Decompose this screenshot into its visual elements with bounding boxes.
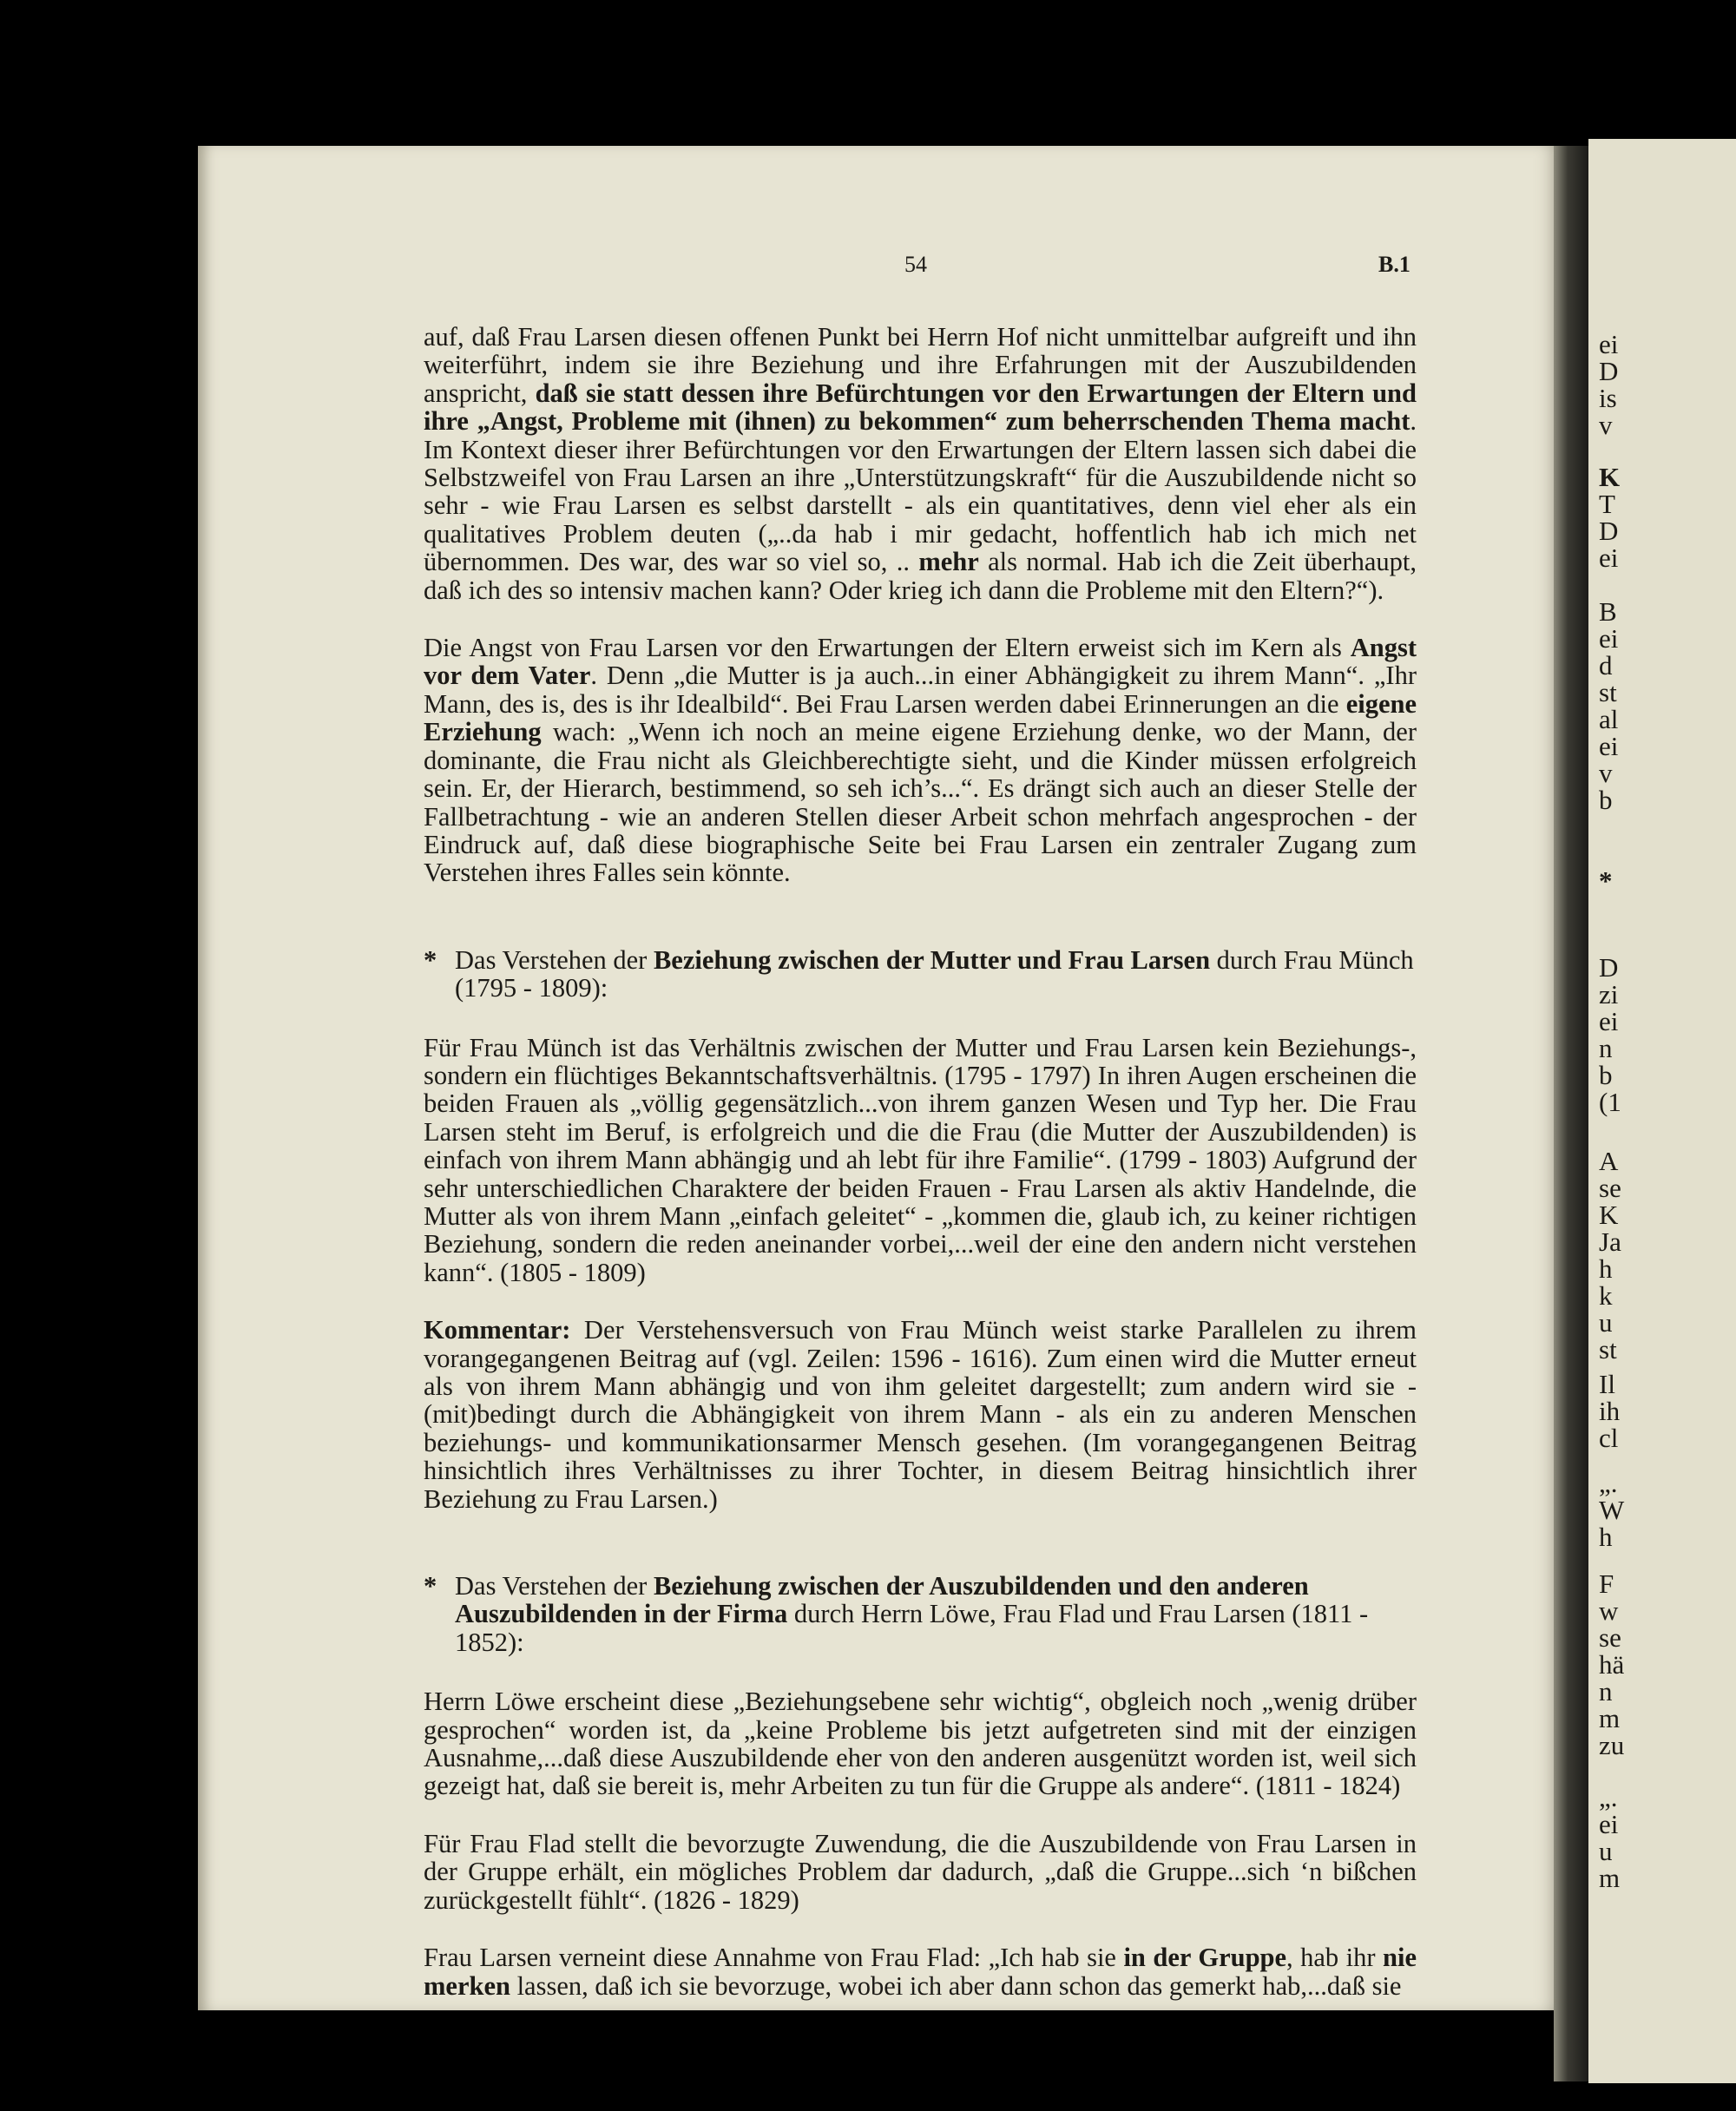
next-page-fragment: A (1599, 1146, 1619, 1176)
bold-run: eigene Erziehung (424, 688, 1417, 747)
next-page-fragment: B (1599, 596, 1617, 627)
next-page-fragment: u (1599, 1307, 1613, 1338)
next-page-fragment: D (1599, 516, 1619, 546)
next-page-fragment: se (1599, 1173, 1621, 1203)
next-page-edge (1588, 139, 1736, 2083)
text-run: , hab ihr (1286, 1943, 1384, 1973)
next-page-fragment: m (1599, 1703, 1621, 1733)
next-page-fragment: b (1599, 1060, 1613, 1090)
next-page-fragment: se (1599, 1622, 1621, 1653)
bullet-star: * (424, 1571, 437, 1601)
book-gutter (1554, 146, 1588, 2081)
bold-run: Angst vor dem Vater (424, 633, 1417, 691)
text-run: . Im Kontext dieser ihrer Befürchtungen vor den Erwartungen der Eltern lassen sich dabei die Selbstzweifel von Frau Larsen an ihre „Unterstützungskraft“ für die Auszubildende nicht so sehr - wie Frau Larsen es selbst darstellt - als ein quantitatives, denn viel eher als ein qualitatives Problem deuten („..da hab i mir gedacht, hoffentlich hab ich mich net übernommen. Des war, des war so viel so, .. (424, 406, 1417, 577)
bold-run: Kommentar: (424, 1315, 571, 1345)
bullet-heading-2 (424, 1572, 1417, 1656)
text-run: als normal. Hab ich die Zeit überhaupt, daß ich des so intensiv machen kann? Oder krieg ich dann die Probleme mit den Eltern?“). (424, 547, 1417, 605)
text-run: Der Verstehensversuch von Frau Münch weist starke Parallelen zu ihrem vorangegangenen Beitrag auf (vgl. Zeilen: 1596 - 1616). Zum einen wird die Mutter erneut als von ihrem Mann abhängig und von ihm geleitet dargestellt; zum andern wird sie - (mit)bedingt durch die Abhängigkeit von ihrem Mann - als ein zu anderen Menschen beziehungs- und kommunikationsarmer Mensch gesehen. (Im vorangegangenen Beitrag hinsichtlich ihres Verhältnisses zu ihrer Tochter, in diesem Beitrag hinsichtlich ihrer Beziehung zu Frau Larsen.) (424, 1315, 1417, 1514)
next-page-fragment: Il (1599, 1369, 1615, 1399)
next-page-fragment: ih (1599, 1396, 1621, 1426)
page-body (424, 323, 1417, 2000)
next-page-fragment: F (1599, 1568, 1614, 1599)
next-page-fragment: (1 (1599, 1087, 1621, 1117)
text-run: durch Frau Münch (1795 - 1809): (455, 944, 1414, 1003)
next-page-fragment: k (1599, 1280, 1613, 1311)
text-run: Das Verstehen der (455, 944, 654, 975)
next-page-fragment: u (1599, 1836, 1613, 1866)
next-page-fragment: ei (1599, 1809, 1619, 1839)
next-page-fragment: ei (1599, 329, 1619, 359)
bold-run: Beziehung zwischen der Auszubildenden und den anderen Auszubildenden in der Firma (455, 1571, 1309, 1629)
next-page-fragment: al (1599, 704, 1619, 734)
text-run: durch Herrn Löwe, Frau Flad und Frau Larsen (1811 - 1852): (455, 1599, 1369, 1657)
next-page-fragment: „. (1599, 1782, 1618, 1812)
bullet-heading-1 (424, 946, 1417, 1003)
next-page-fragment: st (1599, 1334, 1617, 1365)
next-page-fragment: D (1599, 356, 1619, 386)
next-page-fragment: n (1599, 1033, 1613, 1063)
paragraph-kommentar (424, 1316, 1417, 1513)
next-page-fragment: T (1599, 489, 1615, 519)
next-page-fragment: * (1599, 865, 1613, 896)
next-page-fragment: zu (1599, 1730, 1625, 1760)
paragraph-5: Herrn Löwe erscheint diese „Beziehungsebene sehr wichtig“, obgleich noch „wenig drüber gesprochen“ worden ist, da „keine Probleme bis jetzt aufgetreten sind mit der einzigen Ausnahme,...daß diese Auszubildende eher von den anderen ausgenützt worden ist, weil sich gezeigt hat, daß sie bereit is, mehr Arbeiten zu tun für die Gruppe als andere“. (1811 - 1824) (424, 1687, 1417, 1801)
next-page-fragment: cl (1599, 1423, 1619, 1453)
text-run: lassen, daß ich sie bevorzuge, wobei ich aber dann schon das gemerkt hab,...daß sie (510, 1970, 1402, 2001)
next-page-fragment: D (1599, 952, 1619, 983)
bold-run: mehr (918, 547, 979, 577)
next-page-fragment: Ja (1599, 1226, 1621, 1257)
bold-run: nie merken (424, 1943, 1417, 2001)
next-page-fragment: ei (1599, 623, 1619, 654)
next-page-fragment: b (1599, 785, 1613, 815)
next-page-fragment: W (1599, 1495, 1625, 1525)
paragraph-3: Für Frau Münch ist das Verhältnis zwischen der Mutter und Frau Larsen kein Beziehungs-, sondern ein flüchtiges Bekanntschaftsverhältnis. (1795 - 1797) In ihren Augen erscheinen die beiden Frauen als „völlig gegensätzlich...von ihrem ganzen Wesen und Typ her. Die Frau Larsen steht im Beruf, is erfolgreich und die die Frau (die Mutter der Auszubildenden) is einfach von ihrem Mann abhängig und ah lebt für ihre Familie“. (1799 - 1803) Aufgrund der sehr unterschiedlichen Charaktere der beiden Frauen - Frau Larsen als aktiv Handelnde, die Mutter als von ihrem Mann „einfach geleitet“ - „kommen die, glaub ich, zu keiner richtigen Beziehung, sondern die reden aneinander vorbei,...weil der eine den andern nicht verstehen kann“. (1805 - 1809) (424, 1032, 1417, 1287)
next-page-fragment: m (1599, 1863, 1621, 1893)
next-page-fragment: ei (1599, 543, 1619, 573)
text-run: Das Verstehen der (455, 1571, 654, 1601)
section-label: B.1 (1378, 252, 1410, 277)
next-page-fragment: h (1599, 1253, 1613, 1284)
next-page-fragment: K (1599, 462, 1621, 492)
page-number: 54 (904, 252, 927, 277)
bold-run: in der Gruppe (1123, 1943, 1287, 1973)
bold-run: daß sie statt dessen ihre Befürchtungen vor den Erwartungen der Eltern und ihre „Angst, Probleme mit (ihnen) zu bekommen“ zum beherrschenden Thema macht (424, 378, 1417, 437)
next-page-fragment: h (1599, 1522, 1613, 1552)
next-page-fragment: is (1599, 383, 1617, 413)
next-page-fragment: v (1599, 758, 1613, 788)
text-run: wach: „Wenn ich noch an meine eigene Erziehung denke, wo der Mann, der dominante, die Frau nicht als Gleichberechtigte sieht, und die Kinder müssen erfolgreich sein. Er, der Hierarch, bestimmend, so seh ich’s...“. Es drängt sich auch an dieser Stelle der Fallbetrachtung - wie an anderen Stellen dieser Arbeit schon mehrfach angesprochen - der Eindruck auf, daß diese biographische Seite bei Frau Larsen ein zentraler Zugang zum Verstehen ihres Falles sein könnte. (424, 717, 1417, 888)
next-page-fragment: ei (1599, 1006, 1619, 1036)
next-page-fragment: ei (1599, 731, 1619, 761)
paragraph-1 (424, 323, 1417, 604)
next-page-fragment: K (1599, 1200, 1619, 1230)
next-page-fragment: d (1599, 650, 1613, 681)
text-run: Frau Larsen verneint diese Annahme von Frau Flad: „Ich hab sie (424, 1943, 1124, 1973)
next-page-fragment: st (1599, 677, 1617, 707)
next-page-fragment: hä (1599, 1649, 1625, 1680)
paragraph-7 (424, 1943, 1417, 2000)
next-page-fragment: „. (1599, 1468, 1618, 1498)
next-page-fragment: v (1599, 410, 1613, 440)
next-page-fragment: zi (1599, 979, 1619, 1009)
text-run: . Denn „die Mutter is ja auch...in einer Abhängigkeit zu ihrem Mann“. „Ihr Mann, des is, des is ihr Idealbild“. Bei Frau Larsen werden dabei Erinnerungen an die (424, 661, 1417, 719)
paragraph-2 (424, 634, 1417, 887)
bullet-star: * (424, 944, 437, 975)
text-run: auf, daß Frau Larsen diesen offenen Punkt bei Herrn Hof nicht unmittelbar aufgreift und ihn weiterführt, indem sie ihre Beziehung und ihre Erfahrungen mit der Auszubildenden anspricht, (424, 322, 1417, 408)
paragraph-6: Für Frau Flad stellt die bevorzugte Zuwendung, die die Auszubildende von Frau Larsen in der Gruppe erhält, ein mögliches Problem dar dadurch, „daß die Gruppe...sich ‘n bißchen zurückgestellt fühlt“. (1826 - 1829) (424, 1828, 1417, 1915)
next-page-fragment: w (1599, 1595, 1619, 1626)
text-run: Die Angst von Frau Larsen vor den Erwartungen der Eltern erweist sich im Kern als (424, 633, 1351, 663)
next-page-fragment: n (1599, 1676, 1613, 1707)
bold-run: Beziehung zwischen der Mutter und Frau Larsen (653, 944, 1211, 975)
